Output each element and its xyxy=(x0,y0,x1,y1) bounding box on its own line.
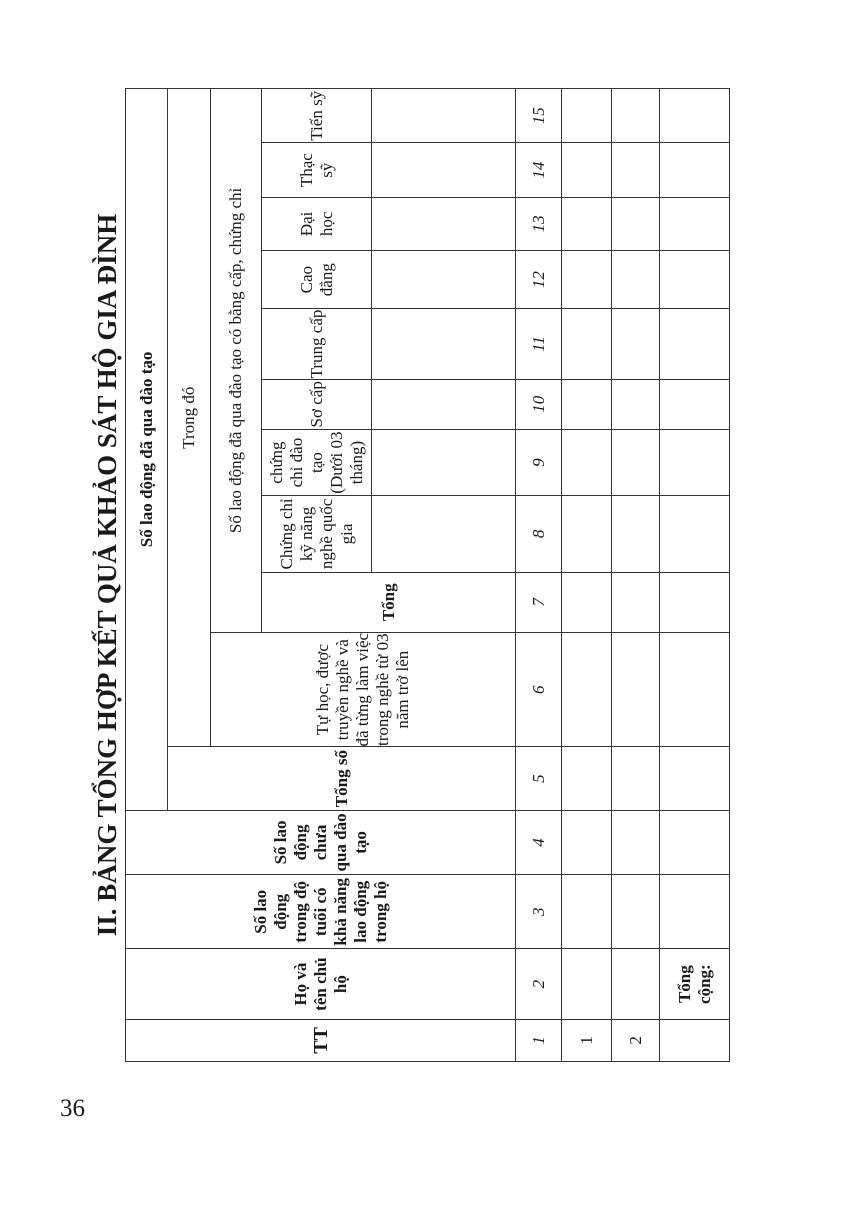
header-cao-dang: Cao đẳng xyxy=(262,251,372,309)
table-cell xyxy=(562,89,612,144)
table-cell xyxy=(562,496,612,572)
header-cc-duoi-3-thang: chứng chỉ đào tạo (Dưới 03 tháng) xyxy=(262,429,372,495)
table-cell xyxy=(660,572,730,632)
table-cell xyxy=(660,747,730,810)
row-tt: 1 xyxy=(562,1019,612,1061)
table-cell xyxy=(612,747,660,810)
table-row xyxy=(612,89,660,1062)
table-cell xyxy=(562,632,612,747)
table-cell xyxy=(612,875,660,949)
header-blank-cell xyxy=(372,429,516,495)
column-number: 12 xyxy=(516,251,562,309)
table-cell xyxy=(562,143,612,197)
table-cell xyxy=(562,572,612,632)
header-tong: Tổng xyxy=(262,572,516,632)
table-row-total xyxy=(660,89,730,1062)
header-tu-hoc: Tự học, được truyền nghề và đã từng làm việc trong nghề từ 03 năm trở lên xyxy=(211,632,516,747)
table-cell xyxy=(612,143,660,197)
table-cell xyxy=(562,251,612,309)
column-number: 14 xyxy=(516,143,562,197)
header-blank-cell xyxy=(372,251,516,309)
header-trung-cap: Trung cấp xyxy=(262,309,372,379)
table-cell xyxy=(660,143,730,197)
column-number: 15 xyxy=(516,89,562,144)
table-cell xyxy=(660,309,730,379)
table-cell xyxy=(612,429,660,495)
table-row xyxy=(562,89,612,1062)
table-cell xyxy=(562,429,612,495)
header-dai-hoc: Đại học xyxy=(262,197,372,250)
header-blank-cell xyxy=(372,143,516,197)
table-cell xyxy=(612,572,660,632)
table-cell xyxy=(562,197,612,250)
table-cell xyxy=(612,89,660,144)
rotated-page-content xyxy=(90,88,714,1062)
header-da-qua-dao-tao: Số lao động đã qua đào tạo xyxy=(126,89,168,811)
header-tt: TT xyxy=(126,1019,516,1061)
column-number: 3 xyxy=(516,875,562,949)
header-cc-quoc-gia: Chứng chỉ kỹ năng nghề quốc gia xyxy=(262,496,372,572)
header-blank-cell xyxy=(372,496,516,572)
header-tong-so: Tổng số xyxy=(168,747,516,810)
column-number: 8 xyxy=(516,496,562,572)
table-cell xyxy=(660,197,730,250)
row-name xyxy=(562,949,612,1019)
table-cell xyxy=(660,632,730,747)
header-blank-cell xyxy=(372,379,516,429)
row-tt: 2 xyxy=(612,1019,660,1061)
table-cell xyxy=(612,251,660,309)
header-tien-sy: Tiến sỹ xyxy=(262,89,372,144)
table-cell xyxy=(660,251,730,309)
header-blank-cell xyxy=(372,197,516,250)
table-cell xyxy=(612,496,660,572)
page-number: 36 xyxy=(60,1095,85,1122)
table-cell xyxy=(660,875,730,949)
header-blank-cell xyxy=(372,89,516,144)
table-cell xyxy=(660,379,730,429)
table-cell xyxy=(660,429,730,495)
header-co-bang-cap: Số lao động đã qua đào tạo có bằng cấp, chứng chỉ xyxy=(211,89,262,633)
table-cell xyxy=(612,197,660,250)
header-so-cap: Sơ cấp xyxy=(262,379,372,429)
survey-summary-table xyxy=(125,88,730,1062)
page-title: II. BẢNG TỔNG HỢP KẾT QUẢ KHẢO SÁT HỘ GIA ĐÌNH xyxy=(92,213,122,937)
column-number: 11 xyxy=(516,309,562,379)
column-number: 13 xyxy=(516,197,562,250)
column-number: 5 xyxy=(516,747,562,810)
table-cell xyxy=(562,875,612,949)
row-name xyxy=(612,949,660,1019)
header-chua-qua-dao-tao: Số lao động chưa qua đào tạo xyxy=(126,810,516,874)
table-cell xyxy=(612,632,660,747)
column-number: 6 xyxy=(516,632,562,747)
column-number: 9 xyxy=(516,429,562,495)
header-ho-ten: Họ và tên chủ hộ xyxy=(126,949,516,1019)
table-cell xyxy=(562,747,612,810)
header-thac-sy: Thạc sỹ xyxy=(262,143,372,197)
column-number: 4 xyxy=(516,810,562,874)
header-so-lao-dong-trong-ho: Số lao động trong độ tuổi có khả năng lao động trong hộ xyxy=(126,875,516,949)
table-cell xyxy=(562,309,612,379)
table-cell xyxy=(612,309,660,379)
header-trong-do: Trong đó xyxy=(168,89,211,747)
table-cell xyxy=(612,810,660,874)
table-cell xyxy=(562,810,612,874)
table-cell xyxy=(612,379,660,429)
table-cell xyxy=(660,810,730,874)
row-total-label: Tổng cộng: xyxy=(660,949,730,1019)
table-cell xyxy=(660,496,730,572)
table-cell xyxy=(660,89,730,144)
column-number: 10 xyxy=(516,379,562,429)
column-number: 2 xyxy=(516,949,562,1019)
table-cell xyxy=(562,379,612,429)
column-number: 1 xyxy=(516,1019,562,1061)
column-number: 7 xyxy=(516,572,562,632)
header-blank-cell xyxy=(372,309,516,379)
row-tt xyxy=(660,1019,730,1061)
